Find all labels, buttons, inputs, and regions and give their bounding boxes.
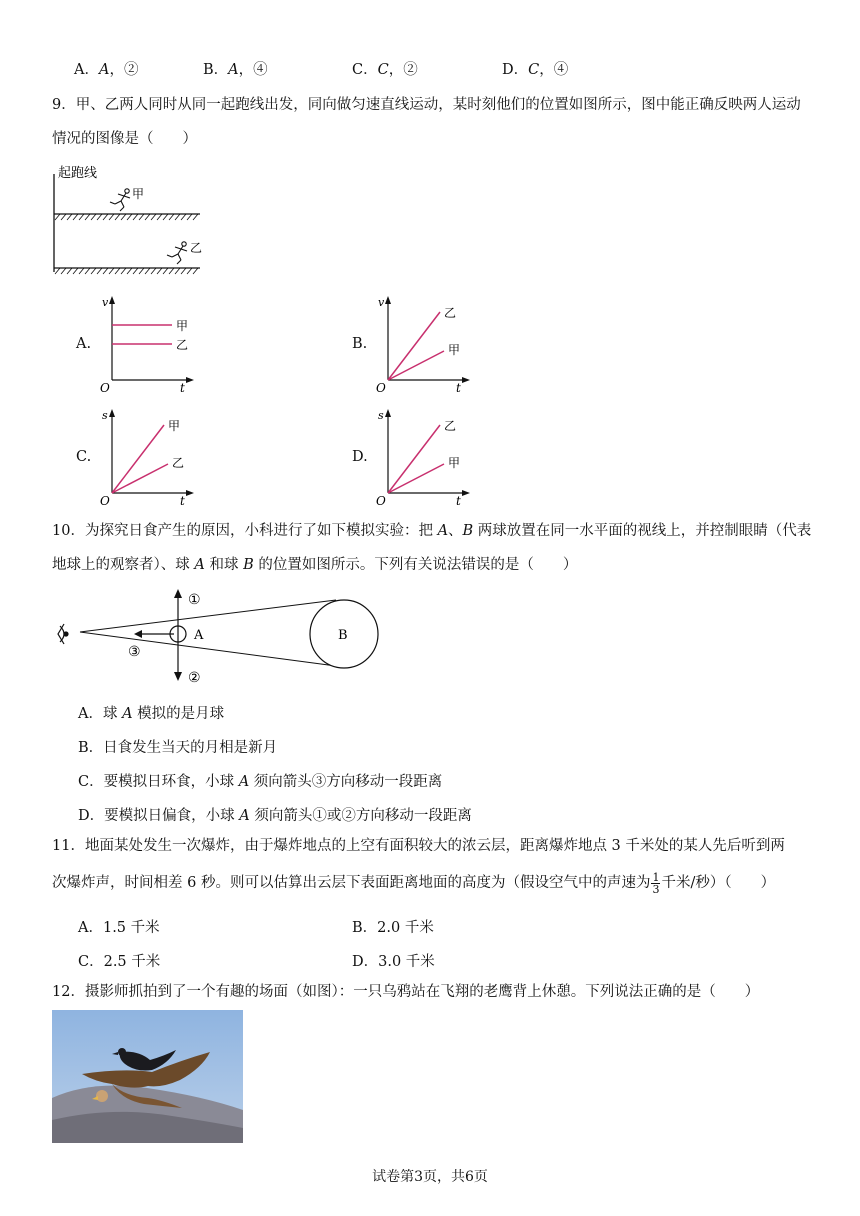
q8-option-a[interactable]: A．A，② — [74, 62, 139, 78]
y-axis-label: s — [378, 409, 384, 422]
q9-graph-a — [98, 292, 208, 402]
series-lower-line — [388, 464, 444, 493]
x-axis-arrow — [462, 377, 470, 383]
x-axis-arrow — [186, 377, 194, 383]
y-axis-label: s — [102, 409, 108, 422]
q11-option-a[interactable]: A．1.5 千米 — [78, 920, 160, 936]
origin-label: O — [100, 381, 110, 395]
q9-stem: 9．甲、乙两人同时从同一起跑线出发，同向做匀速直线运动，某时刻他们的位置如图所示，图中能正确反映两人运动情况的图像是（ ） — [52, 97, 801, 147]
q9-option-b-letter[interactable]: B. — [352, 336, 368, 352]
q9-graph-b — [374, 292, 484, 402]
q10-option-a[interactable]: A．球 A 模拟的是月球 — [78, 706, 225, 722]
q9-track-figure — [50, 160, 210, 280]
page-footer: 试卷第3页，共6页 — [372, 1169, 488, 1185]
series-upper-label: 乙 — [444, 419, 457, 433]
series-lower-line — [388, 351, 444, 380]
x-axis-label: t — [456, 381, 461, 395]
q10-option-b[interactable]: B．日食发生当天的月相是新月 — [78, 740, 278, 756]
x-axis-label: t — [180, 381, 185, 395]
y-axis-label: v — [378, 296, 385, 309]
q10-eclipse-figure — [50, 584, 390, 688]
origin-label: O — [100, 494, 110, 508]
y-axis-arrow — [109, 296, 115, 304]
series-upper-label: 乙 — [444, 306, 457, 320]
q10-stem: 10．为探究日食产生的原因，小科进行了如下模拟实验：把 A、B 两球放置在同一水平面的视线上，并控制眼睛（代表地球上的观察者）、球 A 和球 B 的位置如图所示。下列有关说法错误的是（ ） — [52, 523, 812, 573]
arrow-1-label: ① — [188, 592, 201, 608]
q11-option-c[interactable]: C．2.5 千米 — [78, 954, 161, 970]
x-axis-arrow — [186, 490, 194, 496]
q8-option-d[interactable]: D．C，④ — [502, 62, 569, 78]
series-lower-label: 甲 — [448, 343, 461, 357]
series-lower-label: 乙 — [176, 338, 189, 352]
x-axis-label: t — [456, 494, 461, 508]
q11-stem-line1: 11．地面某处发生一次爆炸，由于爆炸地点的上空有面积较大的浓云层，距离爆炸地点 3 千米处的某人先后听到两 — [52, 838, 785, 854]
runner-yi-icon — [167, 242, 187, 264]
series-lower-label: 甲 — [448, 456, 461, 470]
series-upper-label: 甲 — [168, 419, 181, 433]
series-upper-line — [388, 425, 440, 493]
q11-option-b[interactable]: B．2.0 千米 — [352, 920, 434, 936]
q9-option-d-letter[interactable]: D. — [352, 449, 368, 465]
q8-option-c[interactable]: C．C，② — [352, 62, 418, 78]
x-axis-arrow — [462, 490, 470, 496]
y-axis-arrow — [385, 296, 391, 304]
q8-option-b[interactable]: B．A，④ — [203, 62, 268, 78]
arrow-3-label: ③ — [128, 644, 141, 660]
runner-jia-label: 甲 — [132, 187, 145, 201]
track-hatch-1 — [55, 214, 198, 220]
track-hatch-2 — [55, 268, 198, 274]
y-axis-label: v — [102, 296, 109, 309]
ball-b-label: B — [338, 628, 348, 643]
series-upper-line — [388, 312, 440, 380]
q9-option-c-letter[interactable]: C. — [76, 449, 92, 465]
q10-option-c[interactable]: C．要模拟日环食，小球 A 须向箭头③方向移动一段距离 — [78, 774, 443, 790]
y-axis-arrow — [109, 409, 115, 417]
eye-icon — [58, 624, 68, 644]
y-axis-arrow — [385, 409, 391, 417]
x-axis-label: t — [180, 494, 185, 508]
series-lower-line — [112, 464, 168, 493]
series-upper-line — [112, 425, 164, 493]
q12-stem: 12．摄影师抓拍到了一个有趣的场面（如图）：一只乌鸦站在飞翔的老鹰背上休憩。下列说法正确的是（ ） — [52, 984, 760, 1000]
series-lower-label: 乙 — [172, 456, 185, 470]
q9-graph-d — [374, 405, 484, 515]
speed-fraction: $\frac{1}{3}$ — [652, 870, 660, 896]
origin-label: O — [376, 381, 386, 395]
q9-graph-c — [98, 405, 208, 515]
q10-option-d[interactable]: D．要模拟日偏食，小球 A 须向箭头①或②方向移动一段距离 — [78, 808, 472, 824]
runner-jia-icon — [110, 189, 130, 211]
ball-a-label: A — [194, 628, 204, 643]
arrow-2-label: ② — [188, 670, 201, 686]
origin-label: O — [376, 494, 386, 508]
q11-option-d[interactable]: D．3.0 千米 — [352, 954, 435, 970]
q9-option-a-letter[interactable]: A. — [76, 336, 92, 352]
eagle-crow-photo — [52, 1010, 243, 1143]
runner-yi-label: 乙 — [190, 241, 203, 255]
start-line-label: 起跑线 — [58, 166, 98, 181]
series-upper-label: 甲 — [176, 319, 189, 333]
q11-stem-line2: 次爆炸声，时间相差 6 秒。则可以估算出云层下表面距离地面的高度为（假设空气中的声速为 $\frac{1}{3}$ 千米/秒）（ ） — [52, 870, 776, 896]
